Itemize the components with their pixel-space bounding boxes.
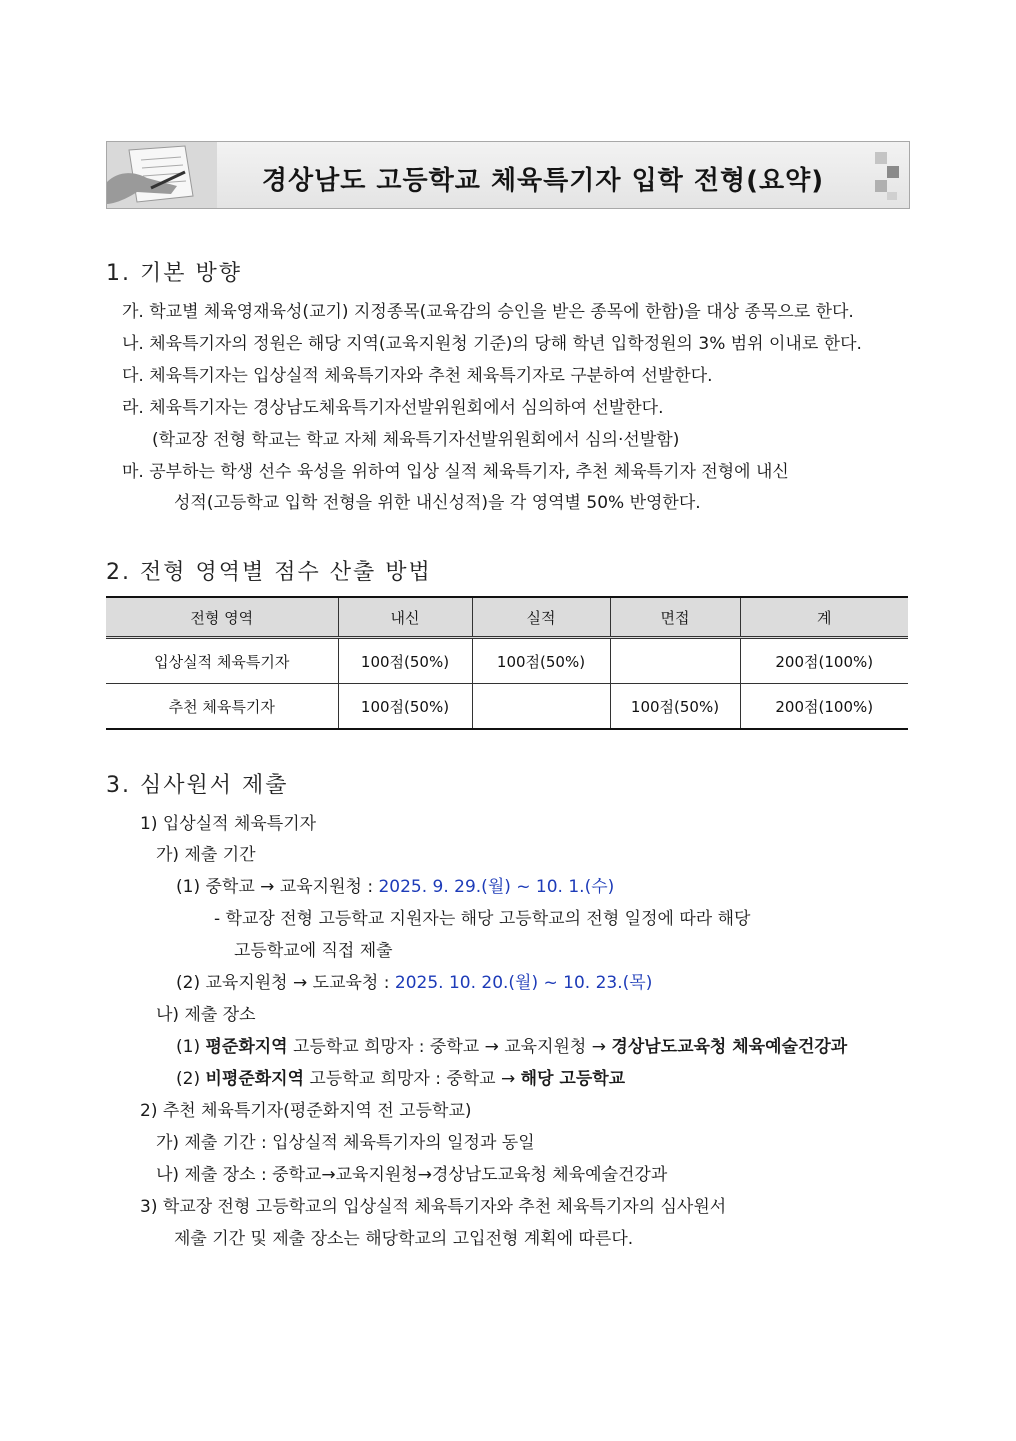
sec1-item-ra: 라. 체육특기자는 경상남도체육특기자선발위원회에서 심의하여 선발한다. <box>122 398 664 418</box>
place-1-num: (1) <box>176 1037 206 1057</box>
sec1-item-ma-cont: 성적(고등학교 입학 전형을 위한 내신성적)을 각 영역별 50% 반영한다. <box>174 493 701 513</box>
sec3-note-1: - 학교장 전형 고등학교 지원자는 해당 고등학교의 전형 일정에 따라 해당 <box>214 909 751 929</box>
section3-heading: 3. 심사원서 제출 <box>106 773 289 798</box>
table-row <box>106 684 908 730</box>
col-header: 면접 <box>610 597 740 638</box>
sec3-period-1 <box>176 877 614 897</box>
sec3-item-2-na: 나) 제출 장소 : 중학교→교육지원청→경상남도교육청 체육예술건강과 <box>156 1165 668 1185</box>
sec1-item-ra-note: (학교장 전형 학교는 학교 자체 체육특기자선발위원회에서 심의·선발함) <box>152 430 680 450</box>
place-2-num: (2) <box>176 1069 206 1089</box>
period-2-label: (2) 교육지원청 → 도교육청 : <box>176 973 395 993</box>
place-1-region: 평준화지역 <box>205 1037 288 1057</box>
sec3-item-1: 1) 입상실적 체육특기자 <box>140 814 317 834</box>
title-banner <box>106 141 910 209</box>
sec1-item-na: 나. 체육특기자의 정원은 해당 지역(교육지원청 기준)의 당해 학년 입학정원의 3% 범위 이내로 한다. <box>122 334 862 354</box>
col-header: 전형 영역 <box>106 597 338 638</box>
sec3-item-3-cont: 제출 기간 및 제출 장소는 해당학교의 고입전형 계획에 따른다. <box>174 1229 634 1249</box>
table-cell <box>472 684 610 730</box>
sec1-item-ma: 마. 공부하는 학생 선수 육성을 위하여 입상 실적 체육특기자, 추천 체육특기자 전형에 내신 <box>122 462 789 482</box>
table-cell: 100점(50%) <box>338 684 472 730</box>
score-table <box>106 596 908 730</box>
table-cell: 100점(50%) <box>338 638 472 684</box>
page-title: 경상남도 고등학교 체육특기자 입학 전형(요약) <box>261 166 825 196</box>
place-1-dest: 경상남도교육청 체육예술건강과 <box>611 1037 848 1057</box>
table-cell: 100점(50%) <box>610 684 740 730</box>
section2-heading: 2. 전형 영역별 점수 산출 방법 <box>106 560 432 585</box>
sec3-place-2 <box>176 1069 625 1089</box>
table-cell: 추천 체육특기자 <box>106 684 338 730</box>
table-cell: 200점(100%) <box>740 638 908 684</box>
place-2-dest: 해당 고등학교 <box>520 1069 626 1089</box>
col-header: 내신 <box>338 597 472 638</box>
sec1-item-da: 다. 체육특기자는 입상실적 체육특기자와 추천 체육특기자로 구분하여 선발한다. <box>122 366 713 386</box>
period-2-dates: 2025. 10. 20.(월) ~ 10. 23.(목) <box>394 973 653 993</box>
place-2-region: 비평준화지역 <box>205 1069 305 1089</box>
col-header: 계 <box>740 597 908 638</box>
sec3-note-1-cont: 고등학교에 직접 제출 <box>234 941 393 961</box>
col-header: 실적 <box>472 597 610 638</box>
sec3-item-2: 2) 추천 체육특기자(평준화지역 전 고등학교) <box>140 1101 472 1121</box>
place-1-route: 고등학교 희망자 : 중학교 → 교육지원청 → <box>287 1037 612 1057</box>
sec3-place-1 <box>176 1037 847 1057</box>
section1-heading: 1. 기본 방향 <box>106 261 242 286</box>
sec3-item-1-na: 나) 제출 장소 <box>156 1005 256 1025</box>
table-header-row <box>106 597 908 638</box>
sec1-item-ga: 가. 학교별 체육영재육성(교기) 지정종목(교육감의 승인을 받은 종목에 한함)을 대상 종목으로 한다. <box>122 302 854 322</box>
sec3-item-3: 3) 학교장 전형 고등학교의 입상실적 체육특기자와 추천 체육특기자의 심사원서 <box>140 1197 727 1217</box>
sec3-period-2 <box>176 973 652 993</box>
period-1-dates: 2025. 9. 29.(월) ~ 10. 1.(수) <box>378 877 615 897</box>
period-1-label: (1) 중학교 → 교육지원청 : <box>176 877 379 897</box>
table-cell: 100점(50%) <box>472 638 610 684</box>
table-cell: 200점(100%) <box>740 684 908 730</box>
table-row <box>106 638 908 684</box>
corner-squares-decoration <box>873 152 901 200</box>
table-cell: 입상실적 체육특기자 <box>106 638 338 684</box>
table-cell <box>610 638 740 684</box>
sec3-item-2-ga: 가) 제출 기간 : 입상실적 체육특기자의 일정과 동일 <box>156 1133 535 1153</box>
place-2-route: 고등학교 희망자 : 중학교 → <box>304 1069 521 1089</box>
sec3-item-1-ga: 가) 제출 기간 <box>156 845 256 865</box>
